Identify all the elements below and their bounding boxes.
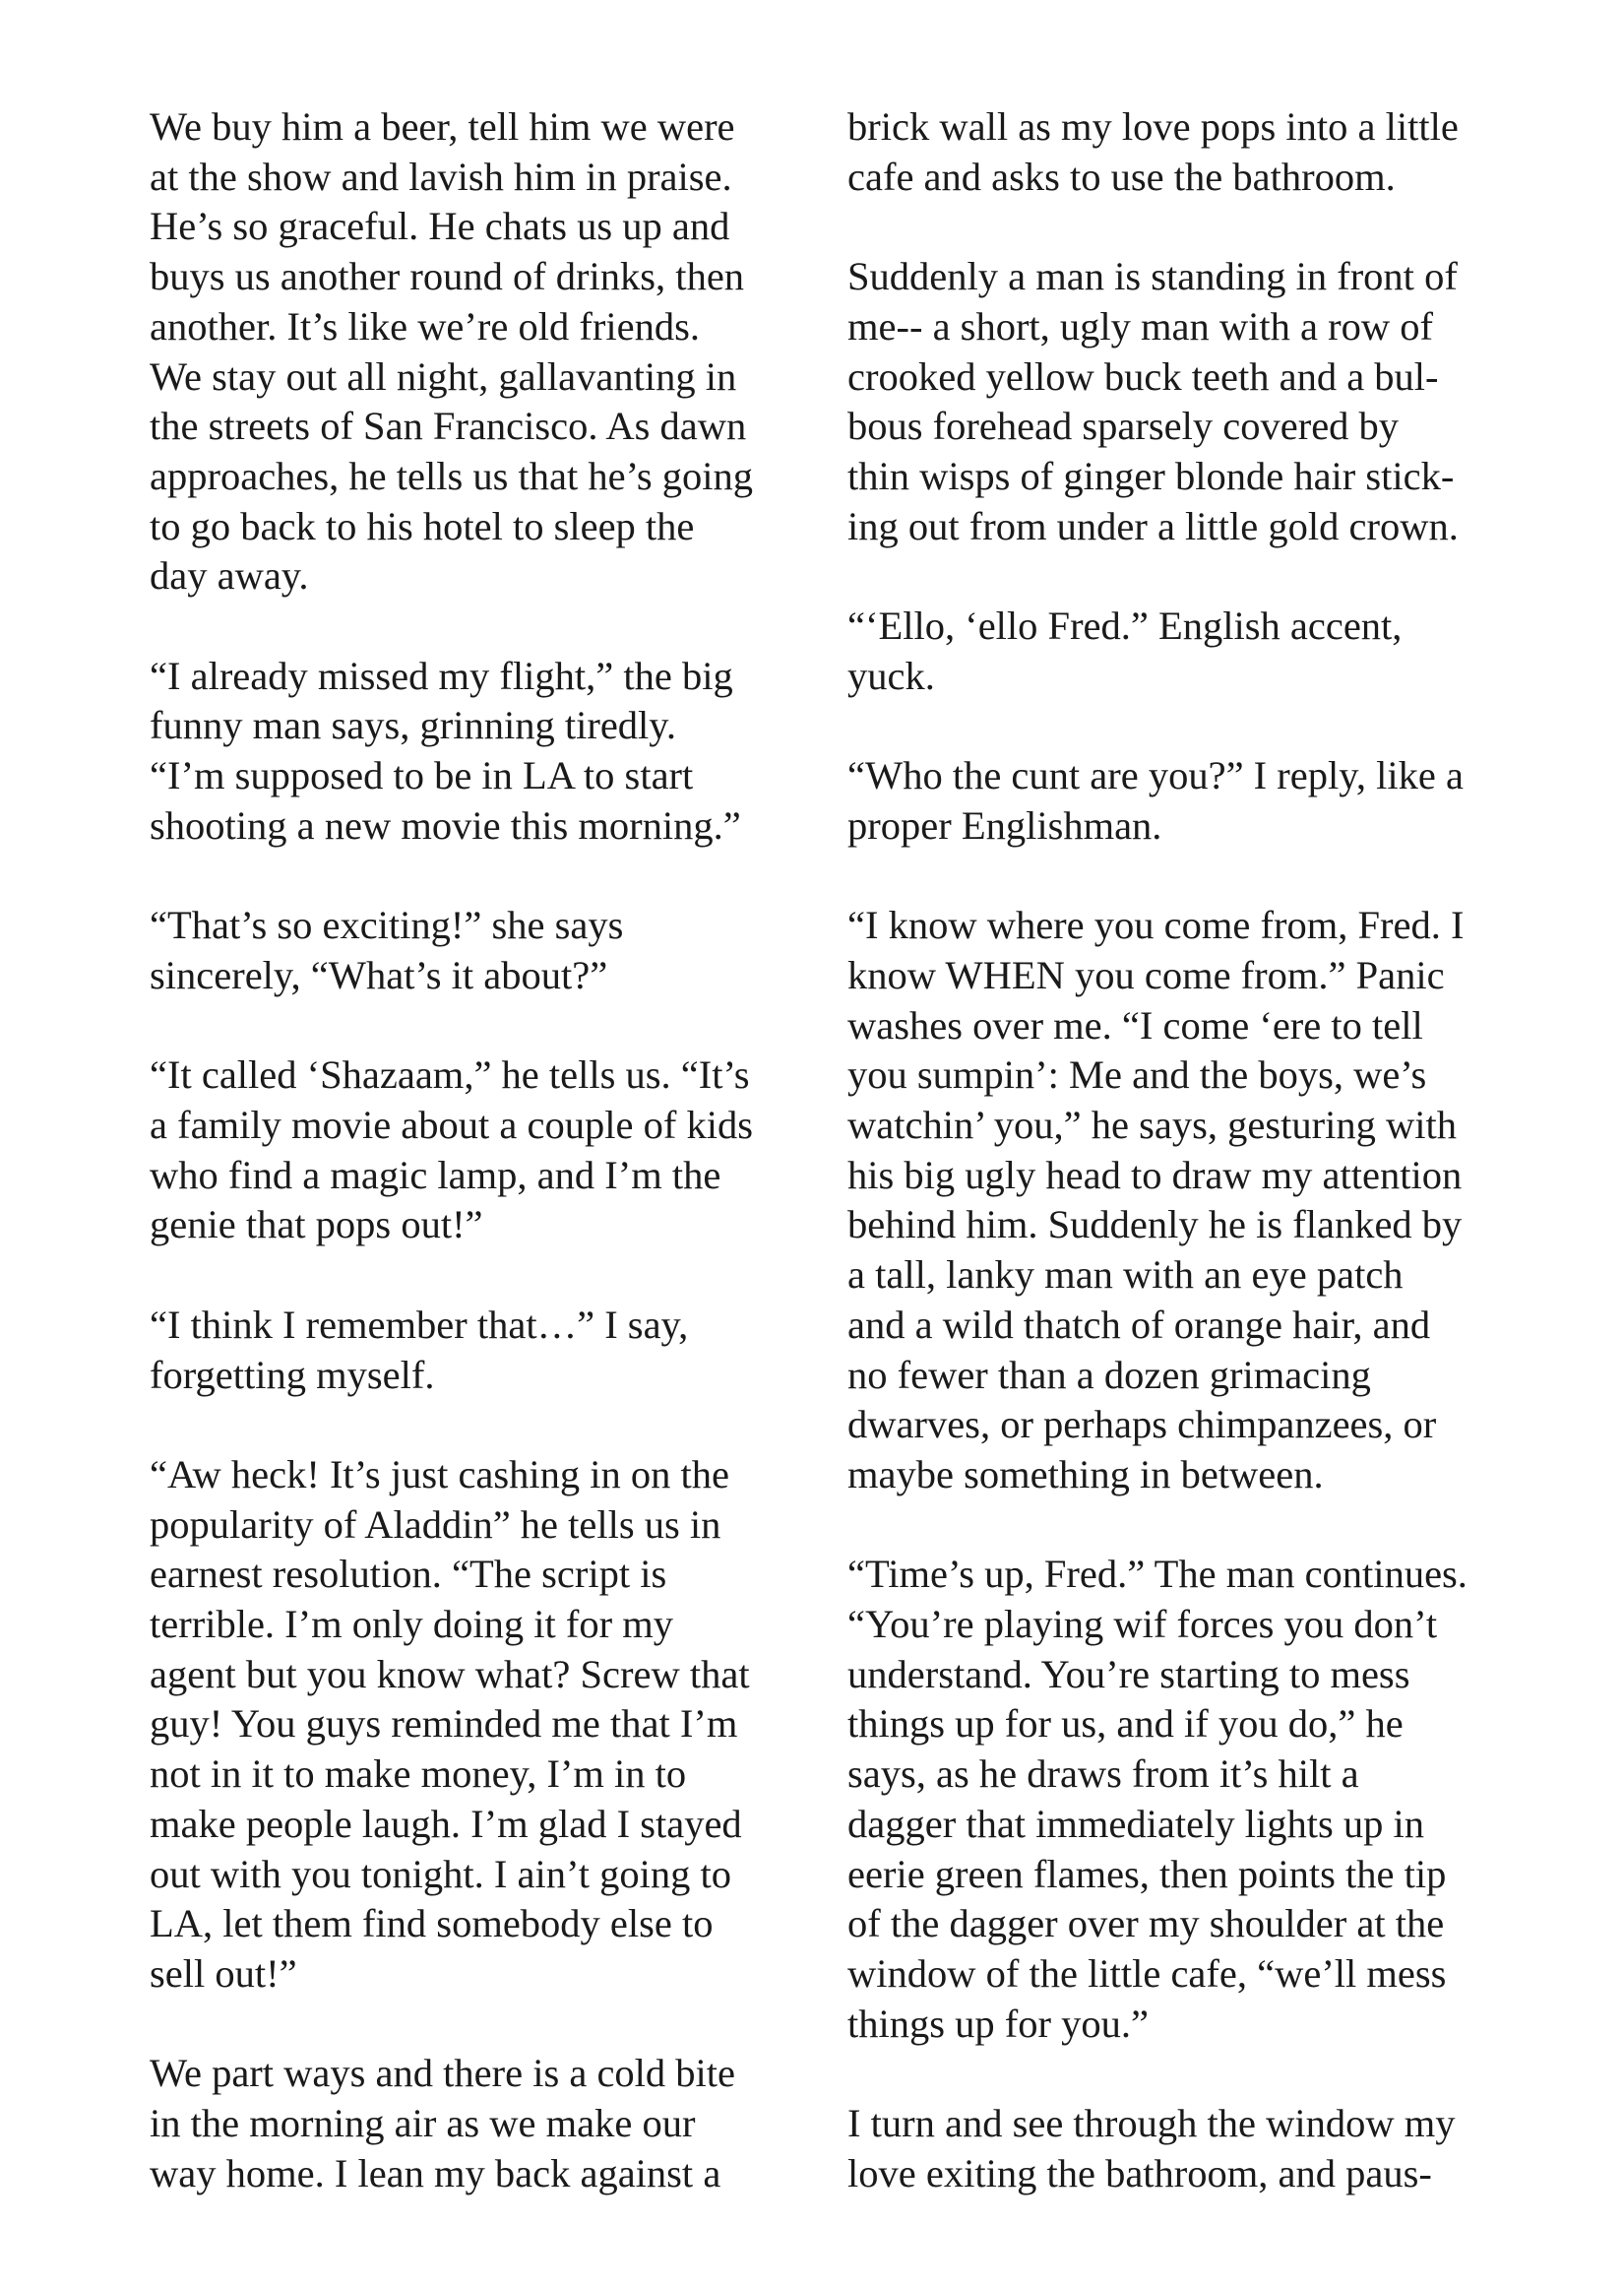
left-text-column <box>150 102 819 2198</box>
paragraph: “‘Ello, ‘ello Fred.” English accent, yuck. <box>847 604 1403 698</box>
paragraph: “I know where you come from, Fred. I know WHEN you come from.” Panic washes over me. “I come ‘ere to tell you sumpin’: Me and the boys, we’s watchin’ you,” he says, gesturing with his big ugly head to draw my attention behind him. Suddenly he is flanked by a tall, lanky man with an eye patch and a wild thatch of orange hair, and no fewer than a dozen grimacing dwarves, or perhaps chimpanzees, or maybe something in between. <box>847 903 1465 1496</box>
paragraph: We buy him a beer, tell him we were at the show and lavish him in praise. He’s so graceful. He chats us up and buys us another round of drinks, then another. It’s like we’re old friends. We stay out all night, gallavanting in the streets of San Francisco. As dawn approaches, he tells us that he’s going to go back to his hotel to sleep the day away. <box>150 104 753 599</box>
paragraph: “I think I remember that…” I say, forgetting myself. <box>150 1302 689 1397</box>
paragraph: “I already missed my flight,” the big funny man says, grinning tiredly. “I’m supposed to be in LA to start shooting a new movie this morning.” <box>150 653 741 848</box>
paragraph: “Aw heck! It’s just cashing in on the popularity of Aladdin” he tells us in earnest resolution. “The script is terrible. I’m only doing it for my agent but you know what? Screw that guy! You guys reminded me that I’m not in it to make money, I’m in to make people laugh. I’m glad I stayed out with you tonight. I ain’t going to LA, let them find somebody else to sell out!” <box>150 1451 750 1996</box>
paragraph: “It called ‘Shazaam,” he tells us. “It’s a family movie about a couple of kids who find a magic lamp, and I’m the genie that pops out!” <box>150 1052 753 1247</box>
paragraph: We part ways and there is a cold bite in the morning air as we make our way home. I lean my back against a <box>150 2051 736 2195</box>
paragraph: “Time’s up, Fred.” The man continues. “You’re playing wif forces you don’t understand. You’re starting to mess things up for us, and if you do,” he says, as he draws from it’s hilt a dagger that immediately lights up in eerie green flames, then points the tip of the dagger over my shoulder at the window of the little cafe, “we’ll mess things up for you.” <box>847 1552 1468 2046</box>
right-text-column <box>847 102 1536 2198</box>
paragraph: brick wall as my love pops into a little cafe and asks to use the bathroom. <box>847 104 1459 199</box>
paragraph: Suddenly a man is standing in front of me-- a short, ugly man with a row of crooked yellow buck teeth and a bul- bous forehead sparsely covered by thin wisps of ginger blonde hair stick- ing out from under a little gold crown. <box>847 254 1459 548</box>
paragraph: “Who the cunt are you?” I reply, like a proper Englishman. <box>847 753 1464 848</box>
paragraph: “That’s so exciting!” she says sincerely, “What’s it about?” <box>150 903 624 997</box>
paragraph: I turn and see through the window my love exiting the bathroom, and paus- <box>847 2101 1456 2195</box>
